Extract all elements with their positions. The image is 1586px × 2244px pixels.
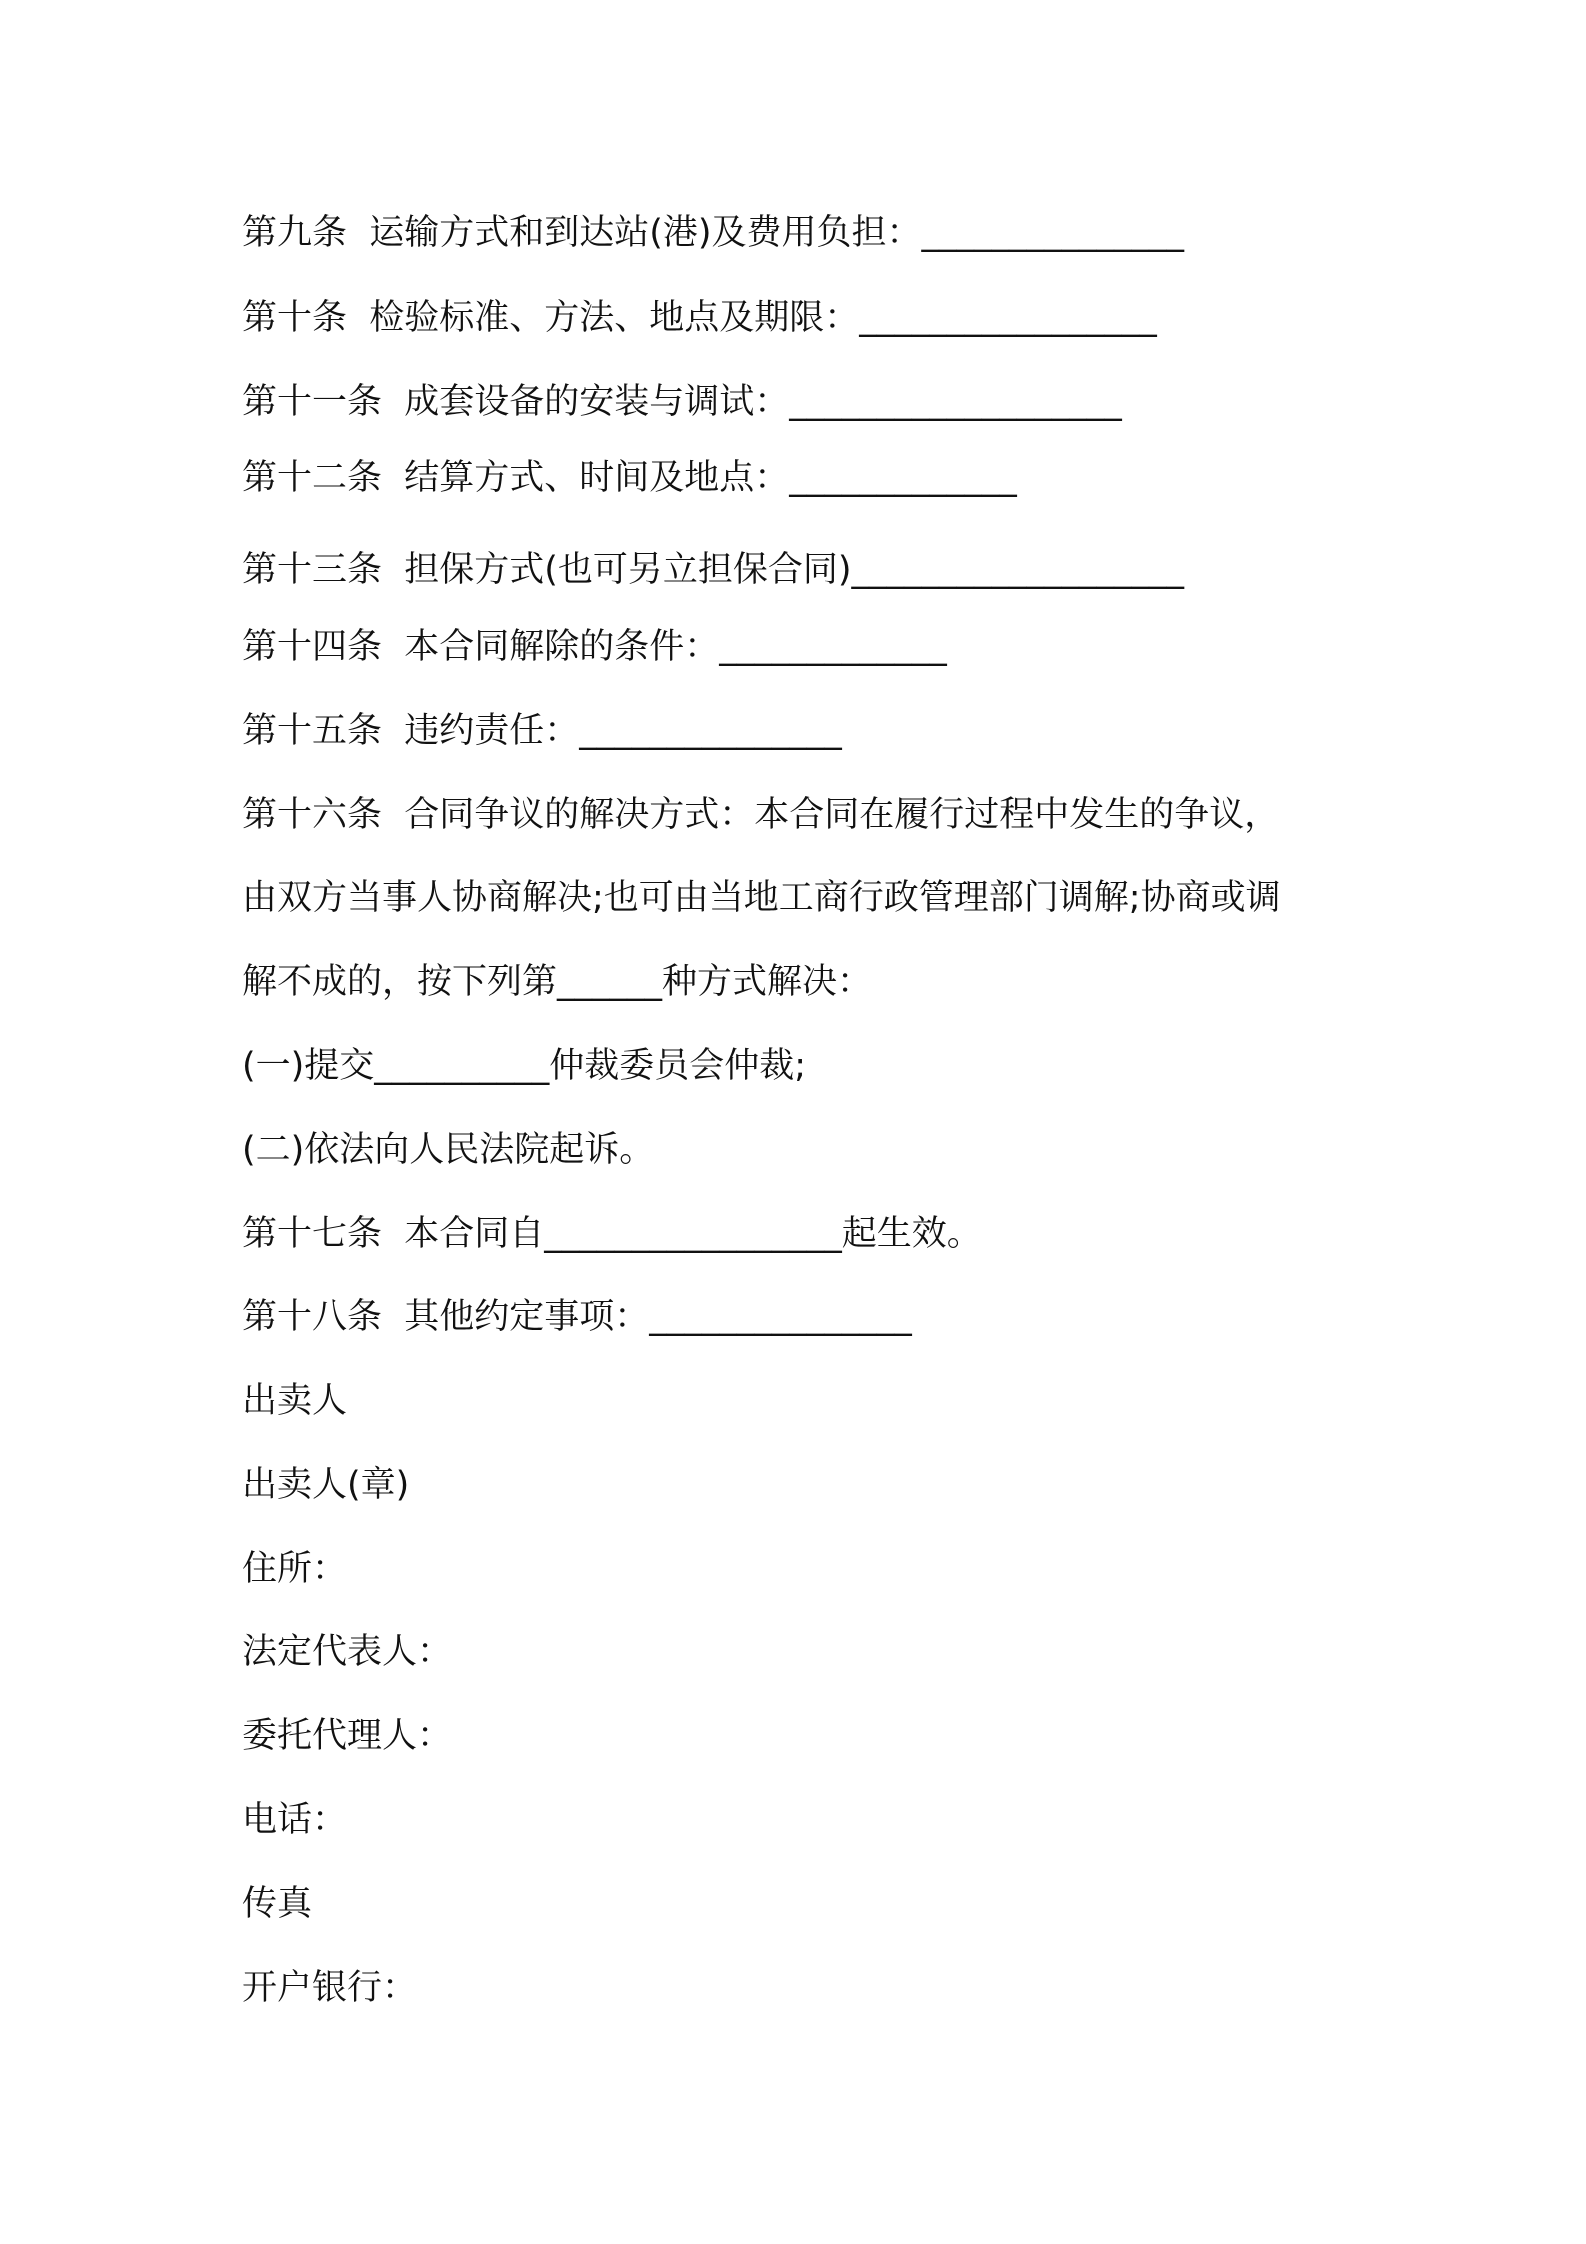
article-16-dispute-line-3: 解不成的，按下列第______种方式解决： bbox=[242, 962, 873, 1002]
article-13-guarantee: 第十三条 担保方式(也可另立担保合同)___________________ bbox=[242, 550, 1185, 590]
phone-field: 电话： bbox=[242, 1800, 348, 1840]
fax-field: 传真 bbox=[242, 1884, 313, 1924]
article-10-inspection: 第十条 检验标准、方法、地点及期限：_________________ bbox=[242, 298, 1157, 338]
dispute-option-arbitration: (一)提交__________仲裁委员会仲裁; bbox=[242, 1046, 807, 1086]
article-14-termination: 第十四条 本合同解除的条件：_____________ bbox=[242, 627, 947, 667]
legal-representative-field: 法定代表人： bbox=[242, 1632, 453, 1672]
authorized-agent-field: 委托代理人： bbox=[242, 1716, 453, 1756]
article-12-settlement: 第十二条 结算方式、时间及地点：_____________ bbox=[242, 458, 1017, 498]
article-9-transport: 第九条 运输方式和到达站(港)及费用负担：_______________ bbox=[242, 213, 1185, 253]
article-15-liability: 第十五条 违约责任：_______________ bbox=[242, 711, 842, 751]
dispute-option-court: (二)依法向人民法院起诉。 bbox=[242, 1130, 655, 1170]
article-17-effective: 第十七条 本合同自_________________起生效。 bbox=[242, 1214, 982, 1254]
seller-seal: 出卖人(章) bbox=[242, 1465, 410, 1505]
bank-field: 开户银行： bbox=[242, 1968, 418, 2008]
address-field: 住所： bbox=[242, 1549, 348, 1589]
article-16-dispute-line-1: 第十六条 合同争议的解决方式：本合同在履行过程中发生的争议， bbox=[242, 795, 1280, 835]
article-11-installation: 第十一条 成套设备的安装与调试：___________________ bbox=[242, 382, 1122, 422]
article-16-dispute-line-2: 由双方当事人协商解决;也可由当地工商行政管理部门调解;协商或调 bbox=[242, 878, 1281, 918]
seller-heading: 出卖人 bbox=[242, 1381, 348, 1421]
article-18-other-matters: 第十八条 其他约定事项：_______________ bbox=[242, 1297, 912, 1337]
